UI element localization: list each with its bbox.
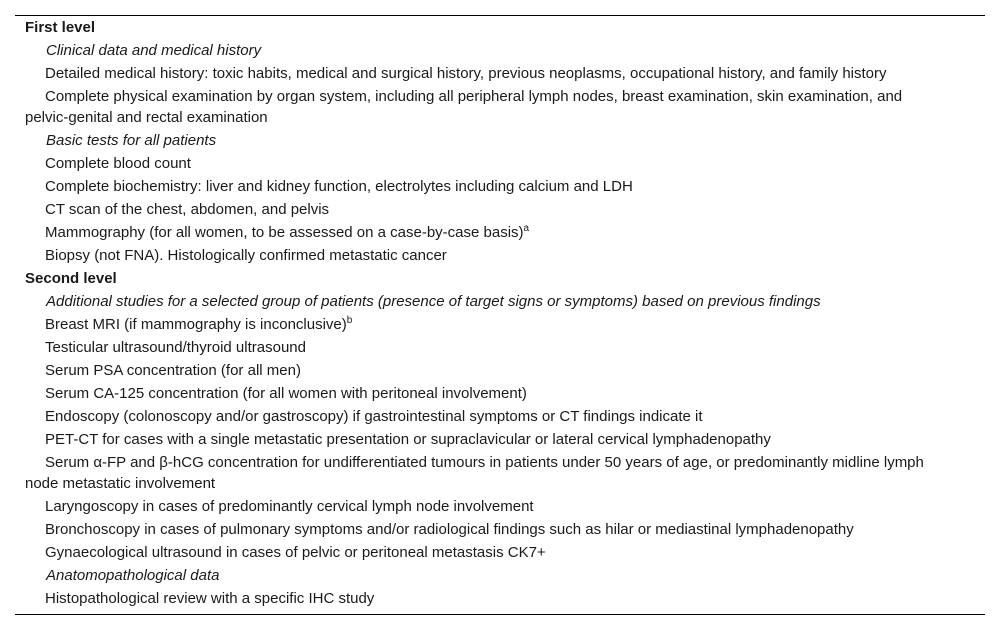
section-heading-second-level: Second level	[25, 270, 117, 287]
table-row: Complete biochemistry: liver and kidney function, electrolytes including calcium and LDH	[45, 178, 633, 195]
table-row: Complete physical examination by organ system, including all peripheral lymph nodes, breast examination, skin examination, and pelvic-genital and rectal examination	[25, 88, 903, 126]
table-row: Bronchoscopy in cases of pulmonary symptoms and/or radiological findings such as hilar or mediastinal lymphadenopathy	[45, 521, 854, 538]
footnote-marker: b	[346, 315, 353, 326]
diagnostic-workup-table	[15, 15, 985, 615]
subheading-additional-studies: Additional studies for a selected group of patients (presence of target signs or symptoms) based on previous findings	[46, 293, 821, 310]
table-row: Laryngoscopy in cases of predominantly cervical lymph node involvement	[45, 498, 534, 515]
subheading-clinical-data: Clinical data and medical history	[46, 42, 262, 59]
table-row: PET-CT for cases with a single metastatic presentation or supraclavicular or lateral cervical lymphadenopathy	[45, 431, 771, 448]
subheading-basic-tests: Basic tests for all patients	[46, 132, 217, 149]
table-row-breast-mri	[15, 314, 985, 335]
table-row: CT scan of the chest, abdomen, and pelvis	[45, 201, 330, 218]
row-text: Breast MRI (if mammography is inconclusive)	[45, 316, 347, 333]
table-row: Serum PSA concentration (for all men)	[45, 362, 301, 379]
table-row: Testicular ultrasound/thyroid ultrasound	[45, 339, 306, 356]
table-row: Biopsy (not FNA). Histologically confirmed metastatic cancer	[45, 247, 447, 264]
table-row: Endoscopy (colonoscopy and/or gastroscopy) if gastrointestinal symptoms or CT findings indicate it	[45, 408, 703, 425]
table-row: Detailed medical history: toxic habits, medical and surgical history, previous neoplasms, occupational history, and family history	[45, 65, 887, 82]
table-row: Histopathological review with a specific IHC study	[45, 590, 375, 607]
table-row: Serum α-FP and β-hCG concentration for undifferentiated tumours in patients under 50 years of age, or predominantly midline lymph node metastatic involvement	[25, 454, 924, 492]
table-row-mammography	[15, 222, 985, 243]
row-text: Mammography (for all women, to be assessed on a case-by-case basis)	[45, 224, 524, 241]
subheading-anatomopathological-data: Anatomopathological data	[46, 567, 220, 584]
table-row: Serum CA-125 concentration (for all women with peritoneal involvement)	[45, 385, 527, 402]
table-row: Complete blood count	[45, 155, 191, 172]
section-heading-first-level: First level	[25, 19, 96, 36]
table-row: Gynaecological ultrasound in cases of pelvic or peritoneal metastasis CK7+	[45, 544, 546, 561]
footnote-marker: a	[523, 223, 530, 234]
